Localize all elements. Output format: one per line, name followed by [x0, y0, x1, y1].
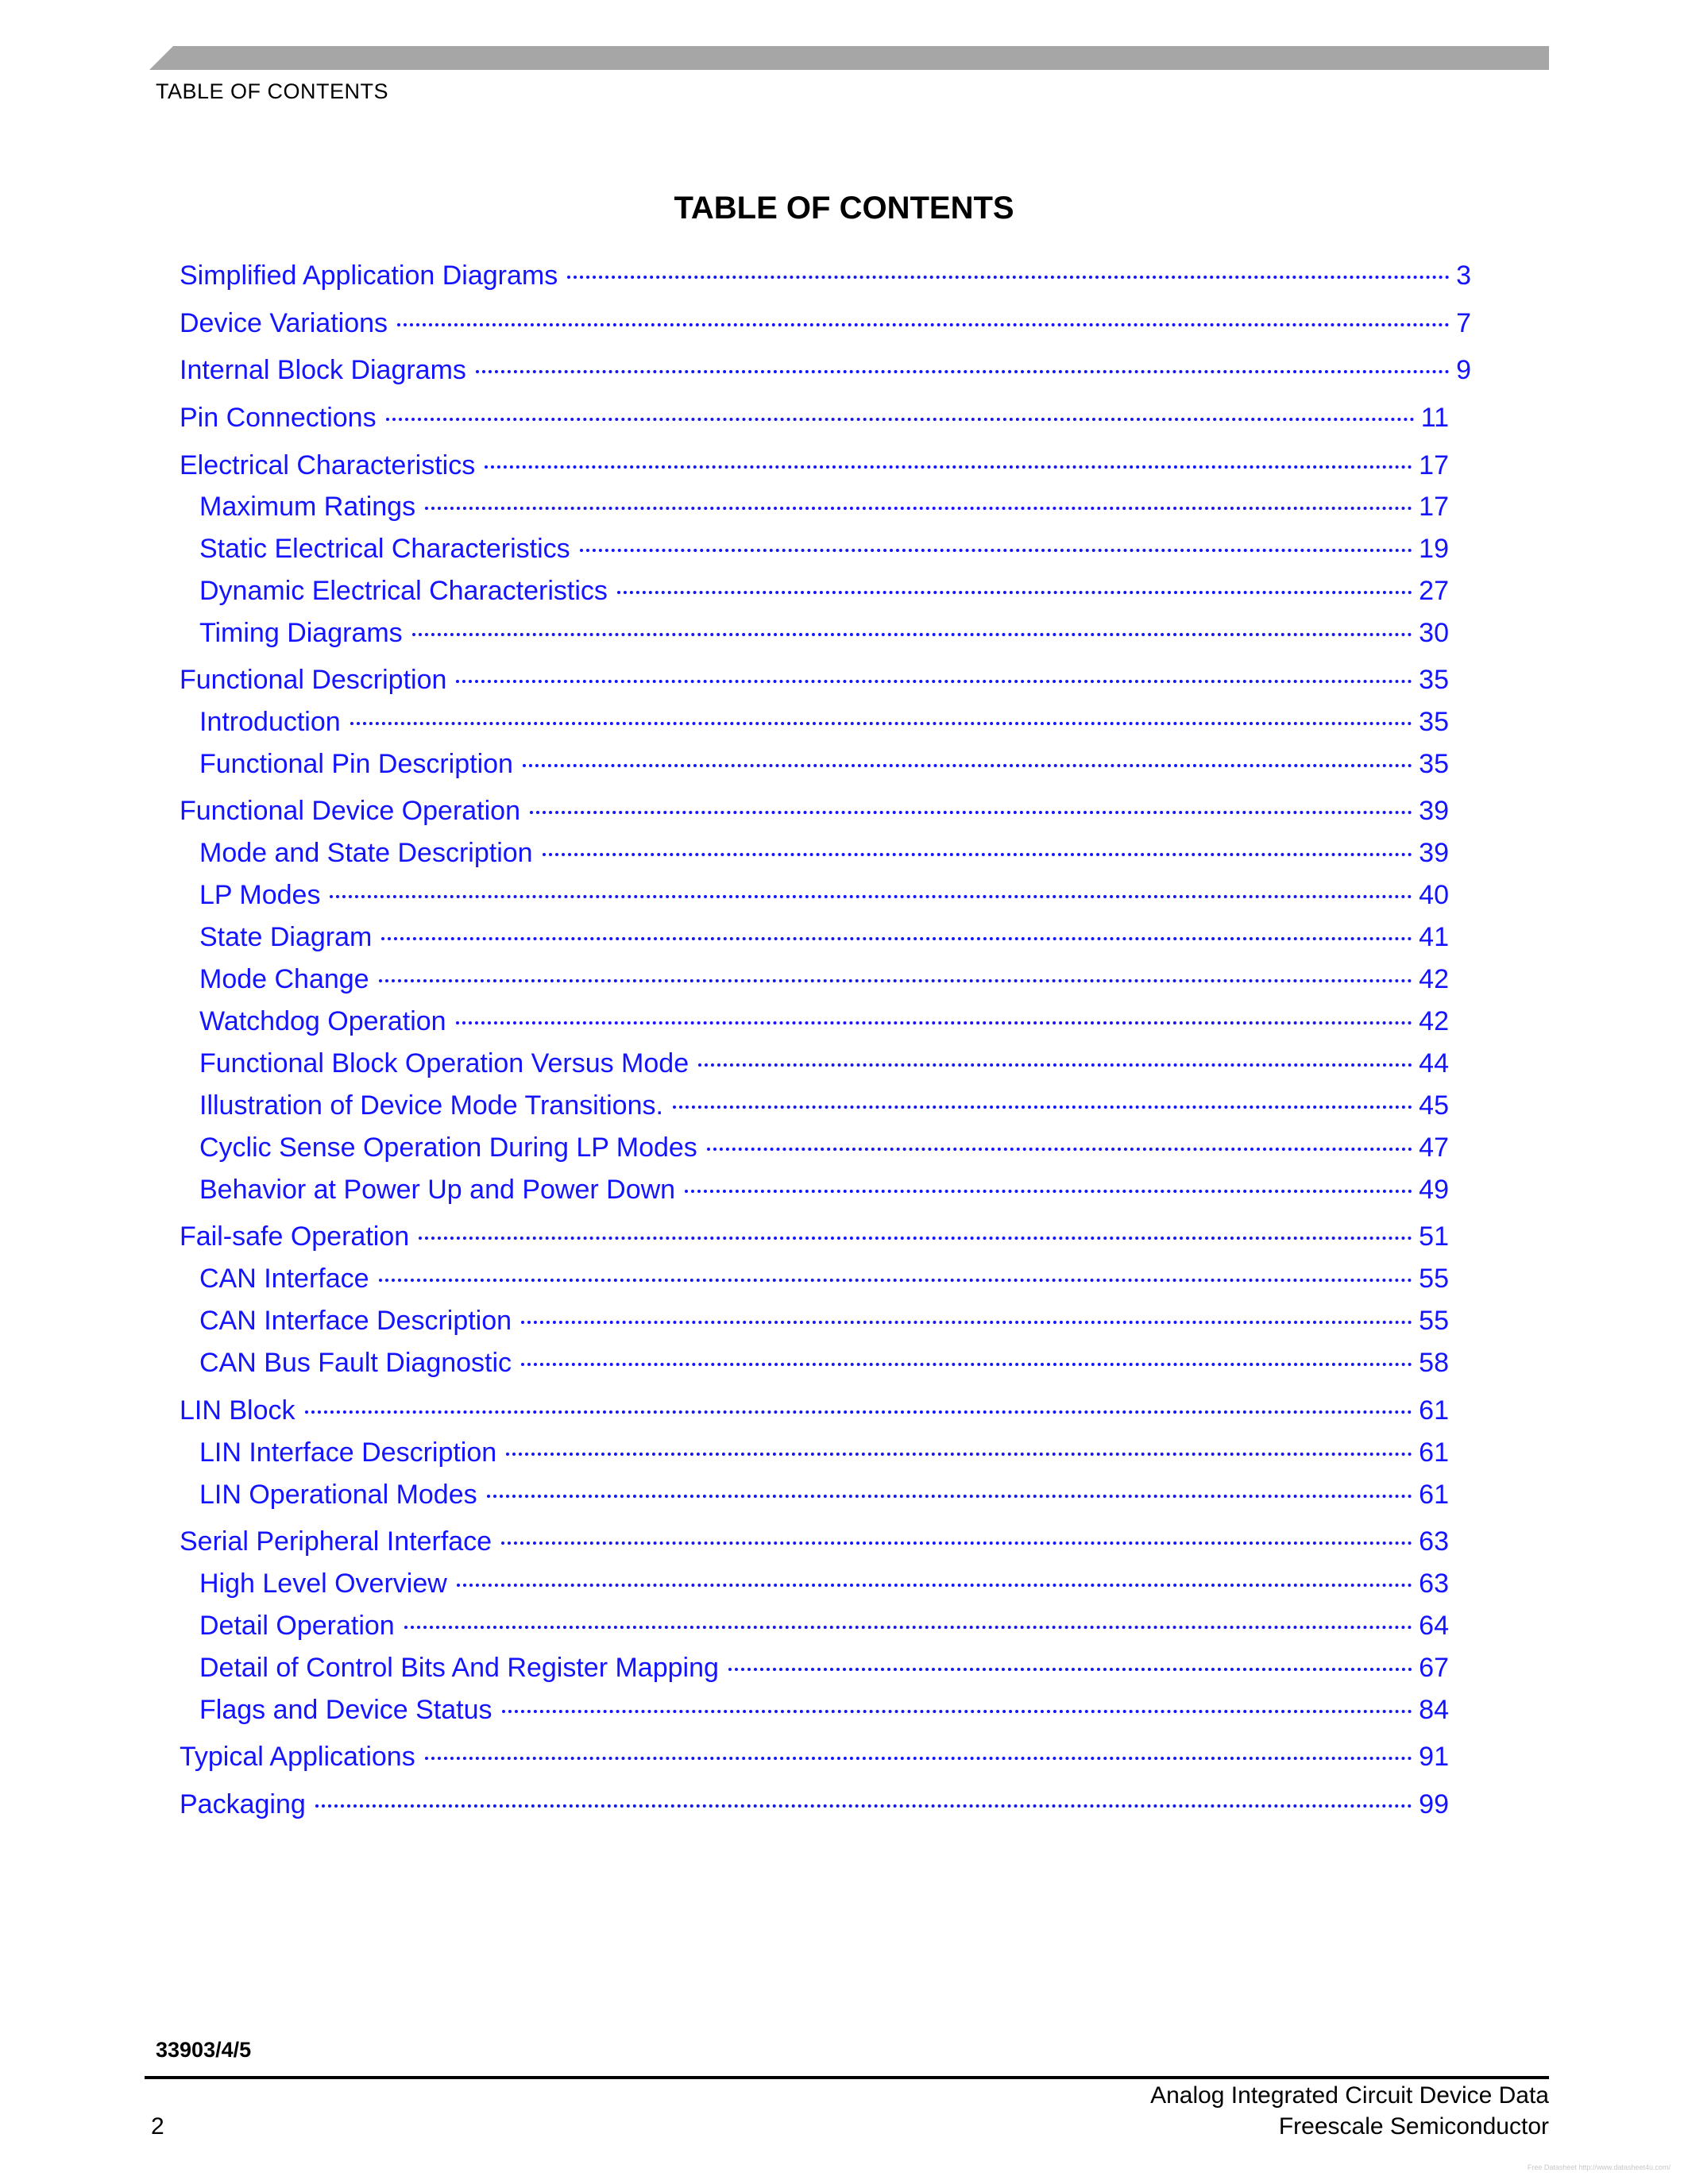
toc-entry-page: 35 — [1419, 707, 1449, 737]
toc-entry-label: LIN Operational Modes — [199, 1480, 477, 1510]
toc-entry-page: 19 — [1419, 534, 1449, 564]
toc-entry-label: LIN Block — [180, 1395, 295, 1426]
toc-entry[interactable] — [180, 354, 1471, 386]
toc-entry-page: 30 — [1419, 618, 1449, 648]
toc-entry-label: Electrical Characteristics — [180, 450, 476, 480]
toc-dot-leader — [580, 549, 1412, 552]
toc-entry[interactable] — [180, 795, 1449, 827]
toc-entry-label: Functional Pin Description — [199, 749, 513, 779]
toc-dot-leader — [521, 1321, 1412, 1324]
toc-subentry[interactable] — [199, 1090, 1449, 1121]
toc-entry-label: Functional Block Operation Versus Mode — [199, 1048, 689, 1078]
toc-entry-page: 55 — [1419, 1264, 1449, 1294]
toc-dot-leader — [305, 1410, 1413, 1414]
toc-subentry[interactable] — [199, 1652, 1449, 1684]
footer-rule — [145, 2076, 1549, 2079]
running-head: TABLE OF CONTENTS — [156, 79, 389, 103]
toc-entry-label: Device Variations — [180, 308, 388, 338]
toc-entry[interactable] — [180, 1526, 1449, 1557]
toc-entry-page: 44 — [1419, 1048, 1449, 1078]
toc-subentry[interactable] — [199, 1174, 1449, 1206]
toc-entry-page: 63 — [1419, 1569, 1449, 1599]
toc-dot-leader — [476, 370, 1450, 373]
toc-entry[interactable] — [180, 260, 1471, 291]
toc-entry-label: State Diagram — [199, 922, 373, 952]
footer-company: Freescale Semiconductor — [1278, 2113, 1549, 2140]
toc-entry-label: Timing Diagrams — [199, 618, 403, 648]
toc-entry-page: 9 — [1456, 355, 1471, 385]
toc-entry-label: Introduction — [199, 707, 341, 737]
toc-entry-label: Mode Change — [199, 964, 369, 994]
toc-subentry[interactable] — [199, 1437, 1449, 1468]
toc-subentry[interactable] — [199, 617, 1449, 649]
toc-dot-leader — [456, 1021, 1413, 1024]
toc-dot-leader — [543, 853, 1413, 856]
toc-entry-page: 84 — [1419, 1695, 1449, 1725]
toc-entry-page: 40 — [1419, 880, 1449, 910]
toc-subentry[interactable] — [199, 1347, 1449, 1379]
page-number: 2 — [151, 2113, 164, 2140]
toc-entry[interactable] — [180, 1741, 1449, 1773]
document-number: 33903/4/5 — [156, 2038, 252, 2062]
toc-entry-label: Simplified Application Diagrams — [180, 260, 558, 291]
toc-entry-page: 64 — [1419, 1611, 1449, 1641]
toc-entry-label: LP Modes — [199, 880, 321, 910]
toc-entry-page: 91 — [1419, 1742, 1449, 1772]
watermark: Free Datasheet http://www.datasheet4u.com/ — [1527, 2163, 1671, 2171]
toc-entry-label: Cyclic Sense Operation During LP Modes — [199, 1133, 697, 1163]
toc-entry-label: Packaging — [180, 1789, 306, 1819]
toc-entry-page: 42 — [1419, 1006, 1449, 1036]
toc-entry-page: 63 — [1419, 1526, 1449, 1557]
toc-entry-page: 49 — [1419, 1175, 1449, 1205]
toc-entry-label: Pin Connections — [180, 403, 377, 433]
toc-entry-label: High Level Overview — [199, 1569, 447, 1599]
toc-dot-leader — [457, 1584, 1412, 1587]
toc-entry-page: 61 — [1419, 1395, 1449, 1426]
toc-entry[interactable] — [180, 1221, 1449, 1252]
toc-dot-leader — [530, 811, 1412, 814]
toc-subentry[interactable] — [199, 1263, 1449, 1295]
toc-subentry[interactable] — [199, 1610, 1449, 1642]
toc-entry-page: 47 — [1419, 1133, 1449, 1163]
toc-dot-leader — [728, 1668, 1412, 1671]
toc-dot-leader — [315, 1804, 1412, 1808]
toc-subentry[interactable] — [199, 1048, 1449, 1079]
toc-subentry[interactable] — [199, 1479, 1449, 1511]
toc-dot-leader — [425, 507, 1412, 510]
toc-subentry[interactable] — [199, 533, 1449, 565]
toc-entry-label: Functional Description — [180, 665, 447, 695]
toc-dot-leader — [379, 1279, 1413, 1282]
toc-dot-leader — [501, 1542, 1412, 1545]
toc-subentry[interactable] — [199, 706, 1449, 738]
toc-subentry[interactable] — [199, 1305, 1449, 1337]
toc-entry-page: 17 — [1419, 450, 1449, 480]
toc-entry-page: 61 — [1419, 1437, 1449, 1468]
toc-entry-page: 3 — [1456, 260, 1471, 291]
toc-dot-leader — [506, 1453, 1412, 1456]
toc-entry-label: Maximum Ratings — [199, 492, 416, 522]
toc-entry-page: 7 — [1456, 308, 1471, 338]
toc-entry-label: Dynamic Electrical Characteristics — [199, 576, 608, 606]
toc-entry-page: 35 — [1419, 749, 1449, 779]
toc-dot-leader — [673, 1106, 1412, 1109]
toc-entry-page: 17 — [1419, 492, 1449, 522]
toc-entry-label: Illustration of Device Mode Transitions. — [199, 1090, 663, 1121]
toc-entry-label: Internal Block Diagrams — [180, 355, 466, 385]
toc-subentry[interactable] — [199, 1005, 1449, 1037]
footer-title: Analog Integrated Circuit Device Data — [1150, 2082, 1549, 2109]
toc-dot-leader — [330, 895, 1412, 898]
toc-dot-leader — [412, 633, 1412, 636]
toc-dot-leader — [456, 680, 1412, 683]
toc-entry-label: Mode and State Description — [199, 838, 533, 868]
toc-dot-leader — [521, 1363, 1412, 1366]
toc-entry-page: 27 — [1419, 576, 1449, 606]
toc-entry-page: 42 — [1419, 964, 1449, 994]
toc-dot-leader — [379, 979, 1413, 982]
toc-subentry[interactable] — [199, 575, 1449, 607]
header-bar — [149, 46, 1549, 70]
toc-entry-page: 67 — [1419, 1653, 1449, 1683]
toc-dot-leader — [523, 764, 1412, 767]
toc-dot-leader — [386, 418, 1415, 421]
toc-dot-leader — [397, 323, 1450, 326]
toc-subentry[interactable] — [199, 963, 1449, 995]
toc-entry[interactable] — [180, 450, 1449, 481]
toc-entry-label: Serial Peripheral Interface — [180, 1526, 492, 1557]
toc-entry-page: 45 — [1419, 1090, 1449, 1121]
toc-entry-page: 55 — [1419, 1306, 1449, 1336]
toc-entry-page: 35 — [1419, 665, 1449, 695]
toc-entry[interactable] — [180, 402, 1449, 434]
toc-entry-label: CAN Interface Description — [199, 1306, 512, 1336]
toc-entry-label: CAN Bus Fault Diagnostic — [199, 1348, 512, 1378]
toc-subentry[interactable] — [199, 879, 1449, 911]
toc-dot-leader — [419, 1237, 1412, 1240]
toc-subentry[interactable] — [199, 748, 1449, 780]
toc-entry-label: Functional Device Operation — [180, 796, 521, 826]
toc-entry[interactable] — [180, 1788, 1449, 1820]
toc-entry-label: Flags and Device Status — [199, 1695, 492, 1725]
toc-entry[interactable] — [180, 664, 1449, 696]
toc-entry-page: 39 — [1419, 838, 1449, 868]
toc-subentry[interactable] — [199, 1694, 1449, 1726]
toc-dot-leader — [698, 1063, 1412, 1067]
page-title: TABLE OF CONTENTS — [674, 191, 1014, 226]
toc-entry-page: 11 — [1420, 403, 1449, 433]
toc-subentry[interactable] — [199, 921, 1449, 953]
toc-entry[interactable] — [180, 1395, 1449, 1426]
toc-entry-label: Watchdog Operation — [199, 1006, 446, 1036]
toc-entry-page: 61 — [1419, 1480, 1449, 1510]
toc-entry-label: CAN Interface — [199, 1264, 369, 1294]
toc-dot-leader — [707, 1148, 1412, 1151]
toc-entry-page: 51 — [1419, 1221, 1449, 1252]
toc-entry-label: Detail Operation — [199, 1611, 395, 1641]
toc-dot-leader — [485, 465, 1412, 469]
toc-entry-label: Behavior at Power Up and Power Down — [199, 1175, 676, 1205]
toc-dot-leader — [381, 937, 1412, 940]
toc-dot-leader — [425, 1757, 1412, 1760]
toc-entry[interactable] — [180, 307, 1471, 339]
toc-entry-label: Detail of Control Bits And Register Mapping — [199, 1653, 719, 1683]
toc-entry-label: Static Electrical Characteristics — [199, 534, 570, 564]
toc-dot-leader — [617, 591, 1412, 594]
toc-dot-leader — [502, 1710, 1413, 1713]
toc-subentry[interactable] — [199, 837, 1449, 869]
toc-dot-leader — [404, 1626, 1412, 1629]
toc-dot-leader — [567, 276, 1450, 279]
toc-entry-page: 58 — [1419, 1348, 1449, 1378]
toc-dot-leader — [487, 1495, 1413, 1498]
toc-entry-page: 41 — [1419, 922, 1449, 952]
toc-dot-leader — [350, 722, 1413, 725]
toc-entry-page: 99 — [1419, 1789, 1449, 1819]
toc-subentry[interactable] — [199, 1568, 1449, 1599]
toc-entry-label: Fail-safe Operation — [180, 1221, 410, 1252]
toc-entry-label: LIN Interface Description — [199, 1437, 497, 1468]
toc-subentry[interactable] — [199, 491, 1449, 523]
toc-dot-leader — [685, 1190, 1412, 1193]
toc-entry-label: Typical Applications — [180, 1742, 415, 1772]
toc-subentry[interactable] — [199, 1132, 1449, 1163]
toc-entry-page: 39 — [1419, 796, 1449, 826]
